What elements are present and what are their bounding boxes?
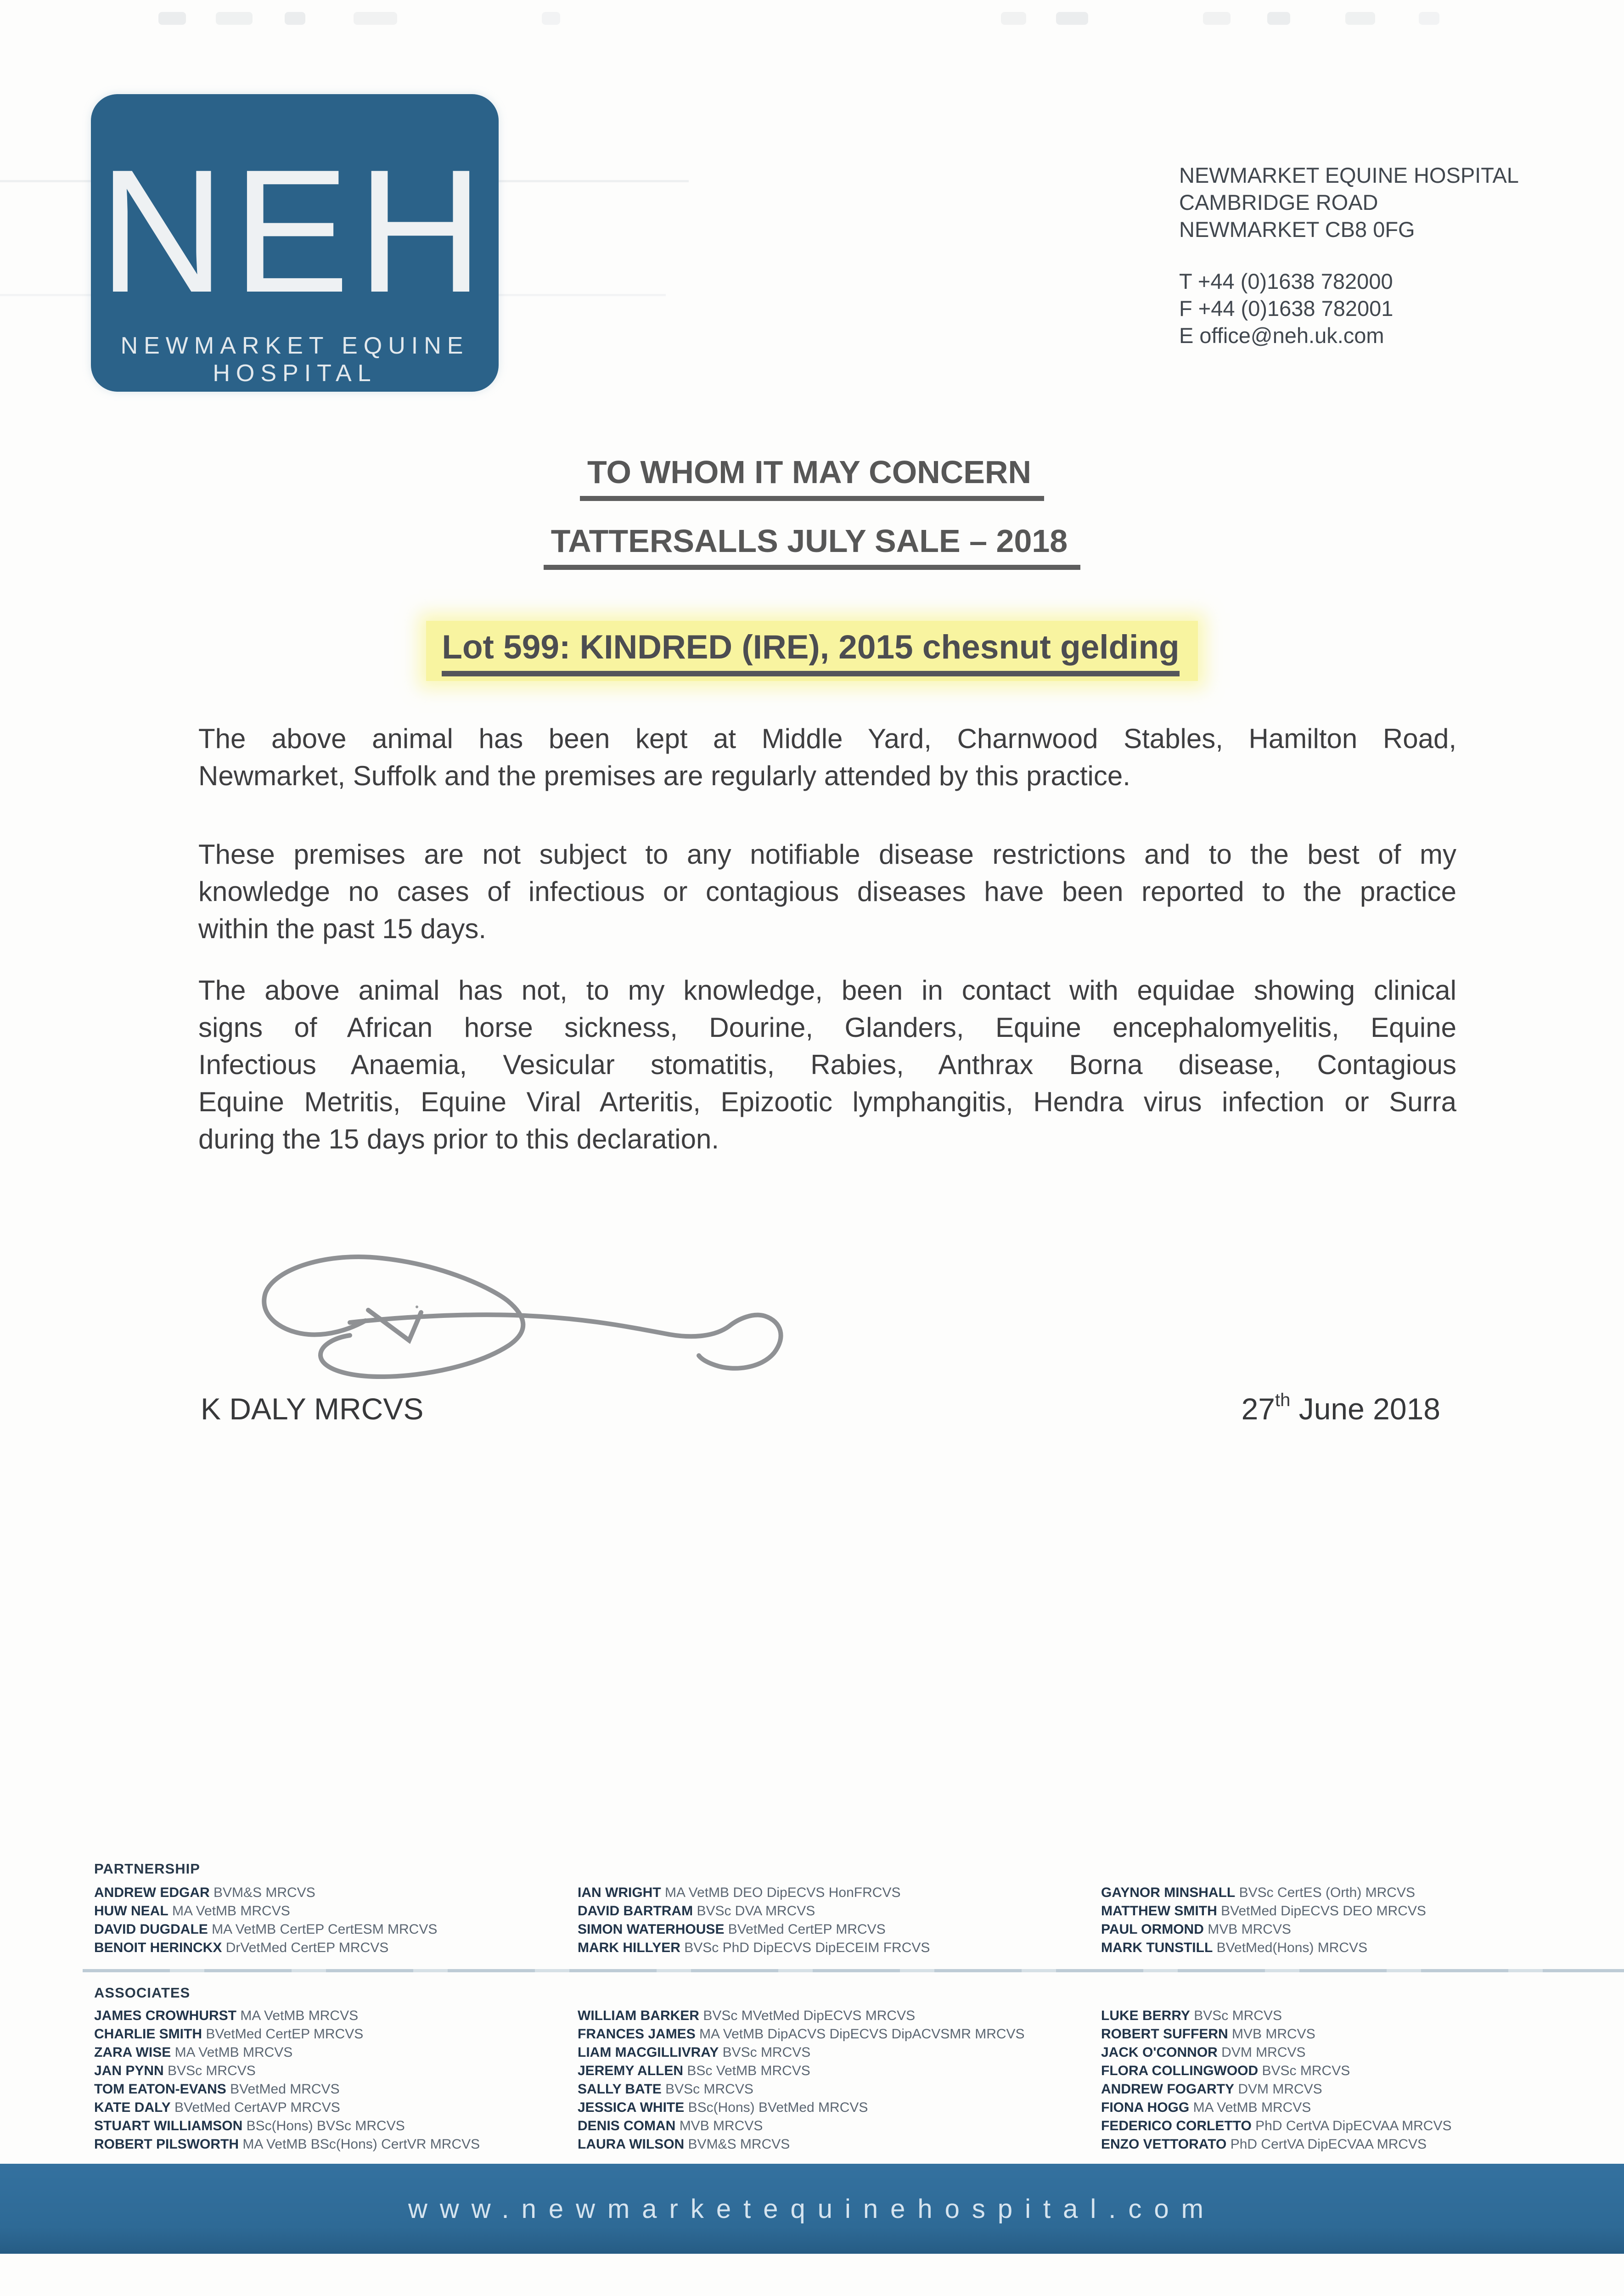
staff-member-name: DAVID DUGDALE	[94, 1922, 208, 1937]
paragraph-line: signs of African horse sickness, Dourine, Glanders, Equine encephalomyelitis, Equine	[198, 1012, 1456, 1043]
staff-member-qualifications: BVSc PhD DipECVS DipECEIM FRCVS	[684, 1940, 930, 1955]
associates-title: ASSOCIATES	[94, 1985, 191, 2001]
paragraph-line: These premises are not subject to any notifiable disease restrictions and to the best of my	[198, 839, 1456, 870]
staff-member-qualifications: BSc VetMB MRCVS	[687, 2063, 810, 2078]
staff-member-qualifications: BVetMed(Hons) MRCVS	[1216, 1940, 1368, 1955]
staff-member	[578, 2135, 1025, 2154]
staff-member-name: ROBERT PILSWORTH	[94, 2137, 239, 2152]
address-line: CAMBRIDGE ROAD	[1179, 190, 1378, 214]
staff-member-qualifications: DVM MRCVS	[1238, 2082, 1322, 2097]
staff-member-name: ZARA WISE	[94, 2045, 171, 2060]
paragraph-line: The above animal has not, to my knowledge, been in contact with equidae showing clinical	[198, 975, 1456, 1006]
paragraph-premises	[198, 720, 1456, 794]
staff-member-qualifications: BVetMed CertEP MRCVS	[728, 1922, 886, 1937]
staff-member-qualifications: BVSc MRCVS	[665, 2082, 753, 2097]
staff-member-name: ANDREW EDGAR	[94, 1885, 210, 1900]
scan-artifact	[542, 12, 560, 25]
staff-member	[1101, 2007, 1452, 2025]
signatory-name: K DALY MRCVS	[201, 1392, 424, 1426]
staff-member-name: FRANCES JAMES	[578, 2026, 696, 2042]
staff-member-qualifications: BVM&S MRCVS	[214, 1885, 315, 1900]
sale-title-text: TATTERSALLS JULY SALE – 2018	[544, 523, 1081, 570]
staff-member-name: JAN PYNN	[94, 2063, 164, 2078]
staff-member	[578, 1884, 930, 1902]
staff-member	[578, 2080, 1025, 2099]
staff-member	[1101, 1884, 1426, 1902]
staff-member	[578, 2043, 1025, 2062]
staff-member-name: PAUL ORMOND	[1101, 1922, 1204, 1937]
paragraph-disease-restrictions	[198, 836, 1456, 947]
scan-artifact	[285, 12, 305, 25]
staff-member-qualifications: BVetMed CertAVP MRCVS	[174, 2100, 340, 2115]
staff-member-qualifications: BSc(Hons) BVetMed MRCVS	[688, 2100, 868, 2115]
address-line: NEWMARKET CB8 0FG	[1179, 217, 1415, 242]
staff-member-name: JACK O'CONNOR	[1101, 2045, 1218, 2060]
yellow-highlight	[426, 621, 1197, 681]
staff-member-qualifications: BVSc CertES (Orth) MRCVS	[1239, 1885, 1415, 1900]
scan-artifact	[1345, 12, 1375, 25]
date-ordinal: th	[1275, 1390, 1291, 1410]
staff-member	[94, 2043, 480, 2062]
date-month-year: June 2018	[1290, 1392, 1440, 1426]
staff-member-qualifications: MA VetMB MRCVS	[240, 2008, 359, 2023]
staff-member	[578, 2025, 1025, 2043]
partnership-column-1	[94, 1884, 437, 1957]
staff-member-qualifications: BVSc MRCVS	[1194, 2008, 1282, 2023]
scan-artifact	[354, 12, 397, 25]
website-footer-bar	[0, 2164, 1624, 2254]
staff-member	[578, 2099, 1025, 2117]
address-line: NEWMARKET EQUINE HOSPITAL	[1179, 163, 1519, 187]
staff-member-name: FEDERICO CORLETTO	[1101, 2118, 1252, 2133]
lot-heading-text: Lot 599: KINDRED (IRE), 2015 chesnut gelding	[442, 628, 1179, 676]
neh-logo-acronym: NEH	[98, 133, 491, 329]
staff-member-name: ANDREW FOGARTY	[1101, 2082, 1234, 2097]
associates-column-3	[1101, 2007, 1452, 2154]
address-spacer	[1179, 243, 1519, 268]
salutation-text: TO WHOM IT MAY CONCERN	[580, 454, 1044, 501]
staff-member-name: CHARLIE SMITH	[94, 2026, 202, 2042]
staff-member	[94, 2135, 480, 2154]
staff-member-name: KATE DALY	[94, 2100, 171, 2115]
website-url: www.newmarketequinehospital.com	[408, 2194, 1216, 2224]
staff-member-name: MARK TUNSTILL	[1101, 1940, 1213, 1955]
staff-member-qualifications: BVSc MRCVS	[1262, 2063, 1350, 2078]
staff-member-name: ENZO VETTORATO	[1101, 2137, 1227, 2152]
letterhead-address-block	[1179, 162, 1519, 349]
scan-artifact	[1001, 12, 1026, 25]
staff-member-name: HUW NEAL	[94, 1903, 169, 1919]
lot-heading	[0, 621, 1624, 681]
scan-artifact	[158, 12, 186, 25]
staff-member	[1101, 2080, 1452, 2099]
staff-member	[94, 2025, 480, 2043]
staff-member-qualifications: BSc(Hons) BVSc MRCVS	[246, 2118, 405, 2133]
salutation-heading	[0, 454, 1624, 501]
staff-member	[578, 1939, 930, 1957]
neh-logo	[91, 94, 499, 392]
staff-member-name: GAYNOR MINSHALL	[1101, 1885, 1236, 1900]
scan-artifact	[1419, 12, 1439, 25]
staff-member	[94, 1920, 437, 1939]
staff-member-qualifications: BVSc MRCVS	[722, 2045, 811, 2060]
associates-column-1	[94, 2007, 480, 2154]
staff-member	[94, 1902, 437, 1920]
staff-member-qualifications: MVB MRCVS	[1208, 1922, 1291, 1937]
staff-member-name: ROBERT SUFFERN	[1101, 2026, 1228, 2042]
staff-member	[94, 1884, 437, 1902]
staff-member	[578, 2007, 1025, 2025]
staff-member-qualifications: BVM&S MRCVS	[688, 2137, 790, 2152]
staff-member-qualifications: PhD CertVA DipECVAA MRCVS	[1230, 2137, 1427, 2152]
staff-member	[578, 1920, 930, 1939]
staff-member-name: FIONA HOGG	[1101, 2100, 1190, 2115]
paragraph-line: Equine Metritis, Equine Viral Arteritis, Epizootic lymphangitis, Hendra virus infection or Surra	[198, 1086, 1456, 1117]
staff-member-name: LIAM MACGILLIVRAY	[578, 2045, 719, 2060]
staff-member-name: MATTHEW SMITH	[1101, 1903, 1217, 1919]
phone-line: T +44 (0)1638 782000	[1179, 269, 1393, 293]
staff-member-qualifications: BVetMed DipECVS DEO MRCVS	[1221, 1903, 1426, 1919]
staff-member	[1101, 1902, 1426, 1920]
staff-member-name: JAMES CROWHURST	[94, 2008, 237, 2023]
staff-member-qualifications: DrVetMed CertEP MRCVS	[225, 1940, 389, 1955]
staff-member	[1101, 1920, 1426, 1939]
partnership-column-2	[578, 1884, 930, 1957]
signoff-row	[201, 1391, 1440, 1426]
paragraph-contact-declaration	[198, 972, 1456, 1158]
staff-member-name: LUKE BERRY	[1101, 2008, 1190, 2023]
scan-artifact	[1203, 12, 1231, 25]
staff-member-name: STUART WILLIAMSON	[94, 2118, 243, 2133]
staff-member-qualifications: MA VetMB CertEP CertESM MRCVS	[212, 1922, 438, 1937]
staff-member-name: TOM EATON-EVANS	[94, 2082, 226, 2097]
staff-member	[94, 1939, 437, 1957]
staff-member	[578, 2062, 1025, 2080]
scan-artifact	[1056, 12, 1088, 25]
paragraph-line: Infectious Anaemia, Vesicular stomatitis, Rabies, Anthrax Borna disease, Contagious	[198, 1049, 1456, 1080]
staff-member	[1101, 2099, 1452, 2117]
staff-member	[94, 2007, 480, 2025]
letter-date	[1242, 1391, 1440, 1426]
staff-member-qualifications: MA VetMB MRCVS	[174, 2045, 293, 2060]
paragraph-line: Newmarket, Suffolk and the premises are regularly attended by this practice.	[198, 760, 1130, 791]
email-line: E office@neh.uk.com	[1179, 323, 1384, 348]
section-divider-line	[83, 1969, 1624, 1972]
staff-member-name: SALLY BATE	[578, 2082, 662, 2097]
associates-column-2	[578, 2007, 1025, 2154]
paragraph-line: knowledge no cases of infectious or contagious diseases have been reported to the practice	[198, 876, 1456, 907]
staff-member-qualifications: BVSc DVA MRCVS	[697, 1903, 815, 1919]
paragraph-line: The above animal has been kept at Middle Yard, Charnwood Stables, Hamilton Road,	[198, 723, 1456, 754]
staff-member-qualifications: DVM MRCVS	[1221, 2045, 1306, 2060]
staff-member-qualifications: MVB MRCVS	[1232, 2026, 1315, 2042]
staff-member-qualifications: BVSc MRCVS	[168, 2063, 256, 2078]
staff-member	[1101, 2062, 1452, 2080]
staff-member-name: DAVID BARTRAM	[578, 1903, 693, 1919]
handwritten-signature	[230, 1240, 826, 1394]
partnership-title: PARTNERSHIP	[94, 1861, 200, 1877]
staff-member-qualifications: MA VetMB DipACVS DipECVS DipACVSMR MRCVS	[699, 2026, 1025, 2042]
staff-member	[578, 1902, 930, 1920]
staff-member-name: DENIS COMAN	[578, 2118, 676, 2133]
staff-member-name: SIMON WATERHOUSE	[578, 1922, 725, 1937]
staff-member-name: JESSICA WHITE	[578, 2100, 685, 2115]
staff-member	[94, 2062, 480, 2080]
staff-member	[1101, 2043, 1452, 2062]
staff-member-name: LAURA WILSON	[578, 2137, 685, 2152]
neh-logo-caption: NEWMARKET EQUINE HOSPITAL	[120, 332, 469, 387]
staff-member	[1101, 1939, 1426, 1957]
staff-member	[94, 2117, 480, 2135]
staff-member	[94, 2080, 480, 2099]
staff-member	[1101, 2117, 1452, 2135]
date-day: 27	[1241, 1392, 1276, 1426]
scan-artifact	[216, 12, 253, 25]
staff-member-name: JEREMY ALLEN	[578, 2063, 684, 2078]
staff-member-name: IAN WRIGHT	[578, 1885, 661, 1900]
paragraph-line: within the past 15 days.	[198, 913, 487, 944]
staff-member-qualifications: BVetMed MRCVS	[230, 2082, 340, 2097]
fax-line: F +44 (0)1638 782001	[1179, 296, 1394, 321]
scan-artifact	[1267, 12, 1290, 25]
staff-member-qualifications: MA VetMB BSc(Hons) CertVR MRCVS	[242, 2137, 480, 2152]
staff-member-name: FLORA COLLINGWOOD	[1101, 2063, 1259, 2078]
staff-member-qualifications: BVetMed CertEP MRCVS	[206, 2026, 364, 2042]
staff-member-qualifications: MA VetMB DEO DipECVS HonFRCVS	[664, 1885, 901, 1900]
staff-member	[1101, 2135, 1452, 2154]
staff-member	[578, 2117, 1025, 2135]
staff-member-qualifications: BVSc MVetMed DipECVS MRCVS	[703, 2008, 916, 2023]
paragraph-line: during the 15 days prior to this declaration.	[198, 1124, 719, 1154]
staff-member-qualifications: PhD CertVA DipECVAA MRCVS	[1255, 2118, 1452, 2133]
staff-member-qualifications: MA VetMB MRCVS	[172, 1903, 290, 1919]
partnership-column-3	[1101, 1884, 1426, 1957]
staff-member-qualifications: MA VetMB MRCVS	[1193, 2100, 1311, 2115]
staff-member-name: WILLIAM BARKER	[578, 2008, 699, 2023]
sale-title-heading	[0, 523, 1624, 570]
staff-member-name: BENOIT HERINCKX	[94, 1940, 222, 1955]
staff-member	[94, 2099, 480, 2117]
staff-member	[1101, 2025, 1452, 2043]
staff-member-qualifications: MVB MRCVS	[679, 2118, 763, 2133]
staff-member-name: MARK HILLYER	[578, 1940, 680, 1955]
